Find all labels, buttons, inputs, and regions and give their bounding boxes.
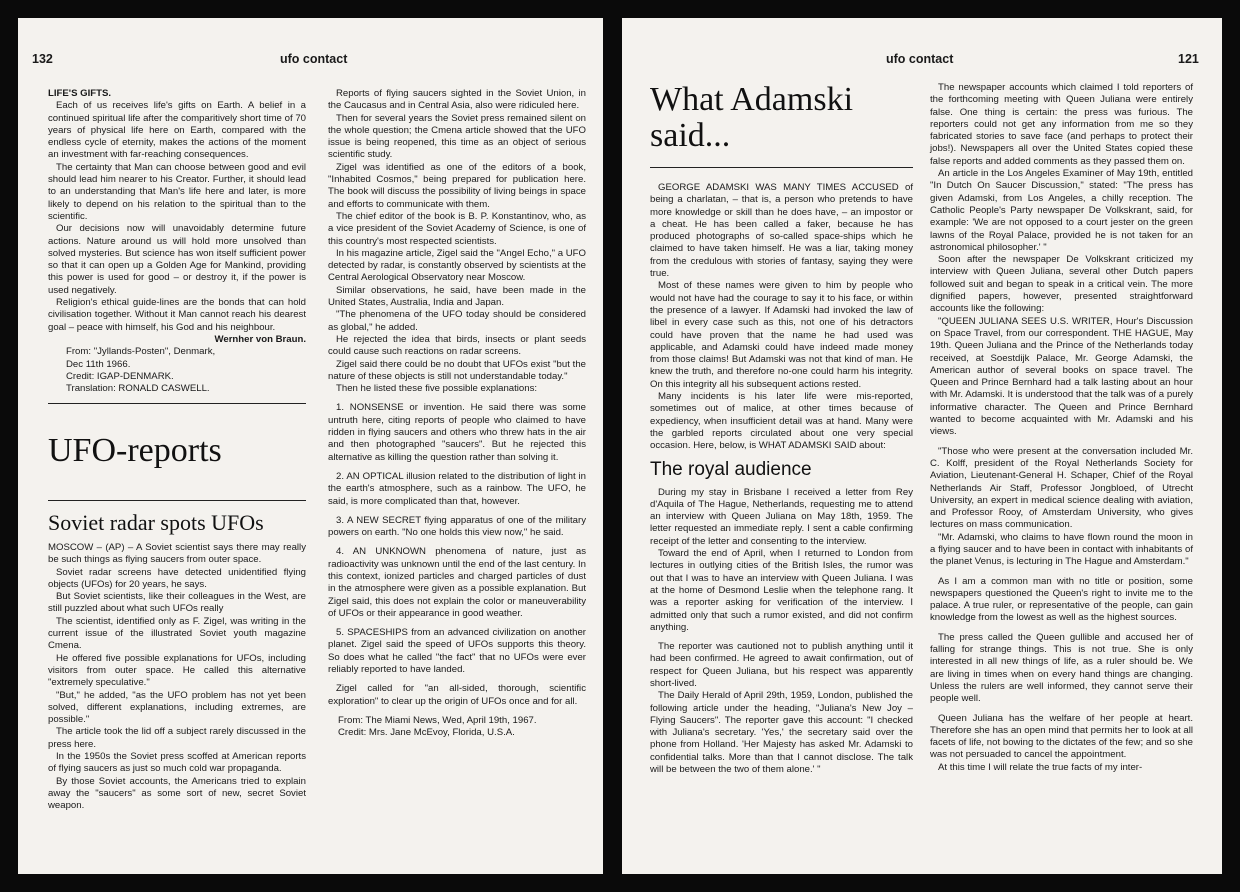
paragraph: In the 1950s the Soviet press scoffed at American reports of flying saucers as just so much cold war propaganda. bbox=[48, 751, 306, 775]
paragraph: Many incidents is his later life were mis-reported, sometimes out of malice, at other times because of expediency, when insufficient detail was at hand. Many were the garbled reports circulated about one very special occasion. Here, below, is WHAT ADAMSKI SAID about: bbox=[650, 391, 913, 452]
source-line: Translation: RONALD CASWELL. bbox=[66, 383, 210, 395]
section-divider bbox=[48, 500, 306, 501]
paragraph: GEORGE ADAMSKI WAS MANY TIMES ACCUSED of being a charlatan, – that is, a person who pretends to have more knowledge or skill than he does have, – an impostor or a cheat. He has been called a faker, because he has produced photographs of so-called space-ships which he claimed to have taken himself. He was a liar, taking money from the credulous with stories of fantasy, saying they were true. bbox=[650, 182, 913, 280]
source-line: Credit: Mrs. Jane McEvoy, Florida, U.S.A. bbox=[338, 727, 515, 739]
title-line: said... bbox=[650, 117, 731, 154]
title-line: What Adamski bbox=[650, 81, 854, 118]
section-title-ufo-reports: UFO-reports bbox=[48, 432, 222, 469]
header-title-right: ufo contact bbox=[886, 52, 954, 66]
explanation-item: 4. AN UNKNOWN phenomena of nature, just as radioactivity was unknown until the end of the last century. In this context, ionized particles and charged particles of dust in the atmosphere were given as a possible explanation. But Zigel said, this does not explain the color or maneuverability of UFOs or their appearance in good weather. bbox=[328, 546, 586, 619]
paragraph: As I am a common man with no title or position, some newspapers questioned the Queen's right to invite me to the palace. A true ruler, or representative of the people, can gain knowledge from the lowest as well as the highest sources. bbox=[930, 575, 1193, 624]
lifes-gifts-article bbox=[48, 88, 306, 395]
source-line: From: The Miami News, Wed, April 19th, 1967. bbox=[338, 714, 537, 726]
explanation-item: 1. NONSENSE or invention. He said there was some untruth here, citing reports of people who claimed to have ridden in flying saucers and others who threw hats in the air and then photographed "saucers". But he rejected this alternative as killing the question rather than solving it. bbox=[328, 402, 586, 463]
book-gutter bbox=[603, 18, 622, 874]
paragraph: Most of these names were given to him by people who would not have had the courage to say it to his face, or within the presence of a lawyer. If Adamski had invoked the law of libel in every case such as this, not one of his detractors could have proven that the name he had used was applicable, and Adamski could have indeed made money from those claims! But Adamski was not that kind of man. He knew the truth, and therefore no-one could harm his integrity. On this integrity all his subsequent actions rested. bbox=[650, 280, 913, 390]
soviet-article-col1 bbox=[48, 542, 306, 813]
adamski-col2 bbox=[930, 82, 1193, 774]
author-signature: Wernher von Braun. bbox=[214, 333, 306, 345]
paragraph: But Soviet scientists, like their colleagues in the West, are still puzzled about what such UFOs really bbox=[48, 591, 306, 615]
paragraph: Zigel was identified as one of the editors of a book, "Inhabited Cosmos," being prepared for publication here. The book will discuss the possibility of living beings in space and efforts to communicate with them. bbox=[328, 161, 586, 210]
subheading-royal-audience: The royal audience bbox=[650, 458, 812, 480]
paragraph: Queen Juliana has the welfare of her people at heart. Therefore she has an open mind that permits her to look at all facets of life, not bowing to the dictates of the few; and so she was not persuaded to cancel the appointment. bbox=[930, 712, 1193, 761]
adamski-col1 bbox=[650, 182, 913, 776]
paragraph: By those Soviet accounts, the Americans tried to explain away the "saucers" as some sort of new, secret Soviet weapon. bbox=[48, 775, 306, 812]
paragraph: The Daily Herald of April 29th, 1959, London, published the following article under the heading, "Juliana's New Joy – Flying Saucers". The reporter gave this account: "I checked with Juliana's secretary. 'Yes,' the secretary said over the phone from Holland. 'Her Majesty has asked Mr. Adamski to confidential talks. More than that I cannot disclose. The talk will be between the two of them alone.' " bbox=[650, 690, 913, 776]
soviet-article-col2 bbox=[328, 88, 586, 740]
paragraph: Soviet radar screens have detected unidentified flying objects (UFOs) for 20 years, he says. bbox=[48, 566, 306, 590]
paragraph: He rejected the idea that birds, insects or plant seeds could cause such reactions on radar screens. bbox=[328, 333, 586, 358]
page-number-left: 132 bbox=[32, 52, 53, 66]
title-underline bbox=[650, 167, 913, 168]
paragraph: Then for several years the Soviet press remained silent on the whole question; the Cmena article showed that the UFO issue is being reopened, this time as an object of serious scientific study. bbox=[328, 112, 586, 161]
source-line: From: "Jyllands-Posten", Denmark, bbox=[66, 346, 216, 358]
source-line: Dec 11th 1966. bbox=[66, 358, 131, 370]
left-page bbox=[18, 18, 603, 874]
paragraph: Our decisions now will unavoidably determine future actions. Nature around us will hold more unsolved than solved mysteries. But science has won itself sufficient power so that it can open up a Golden Age for Mankind, providing this power is used for good – or destroy it, if the power is used negatively. bbox=[48, 223, 306, 296]
paragraph: In his magazine article, Zigel said the "Angel Echo," a UFO detected by radar, is constantly observed by scientists at the Central Aerological Observatory near Moscow. bbox=[328, 247, 586, 284]
paragraph: Soon after the newspaper De Volkskrant criticized my interview with Queen Juliana, several other Dutch papers followed suit and began to speak in a critical vein. The more dignified papers, however, presented straightforward accounts like the following: bbox=[930, 254, 1193, 315]
paragraph: The reporter was cautioned not to publish anything until it had been confirmed. He agreed to await confirmation, out of respect for Queen Juliana, but his respect was apparently short-lived. bbox=[650, 641, 913, 689]
header-title-left: ufo contact bbox=[280, 52, 348, 66]
explanation-item: Zigel called for "an all-sided, thorough, scientific exploration" to clear up the origin of UFOs once and for all. bbox=[328, 683, 586, 707]
explanation-item: 3. A NEW SECRET flying apparatus of one of the military powers on earth. "No one holds this view now," he said. bbox=[328, 514, 586, 539]
paragraph: Religion's ethical guide-lines are the bonds that can hold civilisation together. Without it Man cannot reach his dearest goal – peace with himself, his God and his neighbour. bbox=[48, 297, 306, 333]
lifes-gifts-heading: LIFE'S GIFTS. bbox=[48, 88, 112, 99]
paragraph: Each of us receives life's gifts on Earth. A belief in a continued spiritual life after the comparitively short time of 70 years of physical life here on Earth, compared with the endless cycle of eternity, makes the actions of the moment an investment with far-reaching consequences. bbox=[48, 100, 306, 161]
paragraph: The press called the Queen gullible and accused her of falling for strange things. This is not true. She is only interested in all new things of life, as a ruler should be. We are living in times when on every hand things are changing. Unless the rulers are well informed, they cannot serve their people well. bbox=[930, 631, 1193, 705]
paragraph: Then he listed these five possible explanations: bbox=[336, 383, 538, 395]
paragraph: "Mr. Adamski, who claims to have flown round the moon in a flying saucer and to have been in contact with inhabitants of the planet Venus, is lecturing in The Hague and Amsterdam." bbox=[930, 531, 1193, 568]
paragraph: The scientist, identified only as F. Zigel, was writing in the current issue of the illustrated Soviet youth magazine Cmena. bbox=[48, 615, 306, 652]
paragraph: The article took the lid off a subject rarely discussed in the press here. bbox=[48, 726, 306, 750]
paragraph: He offered five possible explanations for UFOs, including visitors from outer space. He called this alternative "extremely speculative." bbox=[48, 652, 306, 689]
source-line: Credit: IGAP-DENMARK. bbox=[66, 370, 174, 382]
section-divider bbox=[48, 403, 306, 404]
paragraph: An article in the Los Angeles Examiner of May 19th, entitled "In Dutch On Saucer Discussion," stated: "The press has given Adamski, from Los Angeles, a chilly reception. The Catholic People's Party newspaper De Volkskrant, said, for example: 'We are not opposed to a court jester on the green lawns of the Royal Palace, provided he is not taken for an astronomical philosopher.' " bbox=[930, 168, 1193, 253]
paragraph: "But," he added, "as the UFO problem has not yet been solved, different explanations, including extremes, are possible." bbox=[48, 689, 306, 726]
paragraph: Zigel said there could be no doubt that UFOs exist "but the nature of these objects is still not understandable today." bbox=[328, 358, 586, 382]
paragraph: MOSCOW – (AP) – A Soviet scientist says there may really be such things as flying saucers from outer space. bbox=[48, 542, 306, 566]
paragraph: "The phenomena of the UFO today should be considered as global," he added. bbox=[328, 309, 586, 333]
article-title-soviet-radar: Soviet radar spots UFOs bbox=[48, 510, 264, 535]
explanation-item: 2. AN OPTICAL illusion related to the distribution of light in the earth's atmosphere, such as a rainbow. The UFO, he said, is more complicated than that, however. bbox=[328, 470, 586, 507]
paragraph: At this time I will relate the true facts of my inter- bbox=[938, 761, 1143, 773]
paragraph: Toward the end of April, when I returned to London from lectures in outlying cities of the British Isles, the rumor was out that I was to have an interview with Queen Juliana. I was at the home of Desmond Leslie when the telephone rang. It was a reporter asking for verification of the interview. I admitted only that such a rumor existed, and did not confirm anything. bbox=[650, 548, 913, 633]
explanation-item: 5. SPACESHIPS from an advanced civilization on another planet. Zigel said the speed of UFOs supports this theory. So does what he called "the fact" that no UFOs were ever reliably reported to have landed. bbox=[328, 627, 586, 676]
paragraph: During my stay in Brisbane I received a letter from Rey d'Aquila of The Hague, Netherlands, requesting me to attend an interview with Queen Juliana on May 18th, 1959. The letter requested an immediate reply. I sent a cable confirming receipt of the letter and consenting to the interview. bbox=[650, 486, 913, 547]
paragraph: Reports of flying saucers sighted in the Soviet Union, in the Caucasus and in Central Asia, also were ridiculed here. bbox=[328, 88, 586, 112]
paragraph: The newspaper accounts which claimed I told reporters of the forthcoming meeting with Queen Juliana were entirely false. One thing is certain: the press was furious. The reporters could not get any information from me so they fabricated stories to save face (and perhaps to protect their jobs!). Newspapers all over the United States copied these false reports and added comments as they passed them on. bbox=[930, 82, 1193, 167]
paragraph: "Those who were present at the conversation included Mr. C. Kolff, president of the Royal Netherlands Society for Aviation, Lieutenant-General H. Schaper, Chief of the Royal Netherlands Air Staff, Professor Jongbloed, of Utrecht University, an expert in medical science dealing with aviation, and Professor Rooy, of Amsterdam University, who gives lectures on mass communication. bbox=[930, 445, 1193, 531]
page-number-right: 121 bbox=[1178, 52, 1199, 66]
right-page bbox=[622, 18, 1222, 874]
paragraph: The chief editor of the book is B. P. Konstantinov, who, as a vice president of the Soviet Academy of Science, is one of this country's most respected scientists. bbox=[328, 210, 586, 247]
paragraph: The certainty that Man can choose between good and evil should lead him nearer to his Creator. Further, it should lead to an understanding that Man's life here and later, is more likely to depend on his relation to the spiritual than to the scientific. bbox=[48, 161, 306, 222]
paragraph: Similar observations, he said, have been made in the United States, Australia, India and Japan. bbox=[328, 284, 586, 309]
article-title-adamski bbox=[650, 82, 853, 154]
paragraph: "QUEEN JULIANA SEES U.S. WRITER, Hour's Discussion on Space Travel, from our correspondent. THE HAGUE, May 19th. Queen Juliana and the Prince of the Netherlands today received, at Soestdijk Palace, Mr. George Adamski, the American author of several books on space travel. The Queen and Prince Bernhard had a talk lasting about an hour with Mr. Adamski. It is understood that the talk was of a purely informative character. The Queen and Prince Bernhard wanted to become acquainted with Mr. Adamski and his views. bbox=[930, 315, 1193, 438]
